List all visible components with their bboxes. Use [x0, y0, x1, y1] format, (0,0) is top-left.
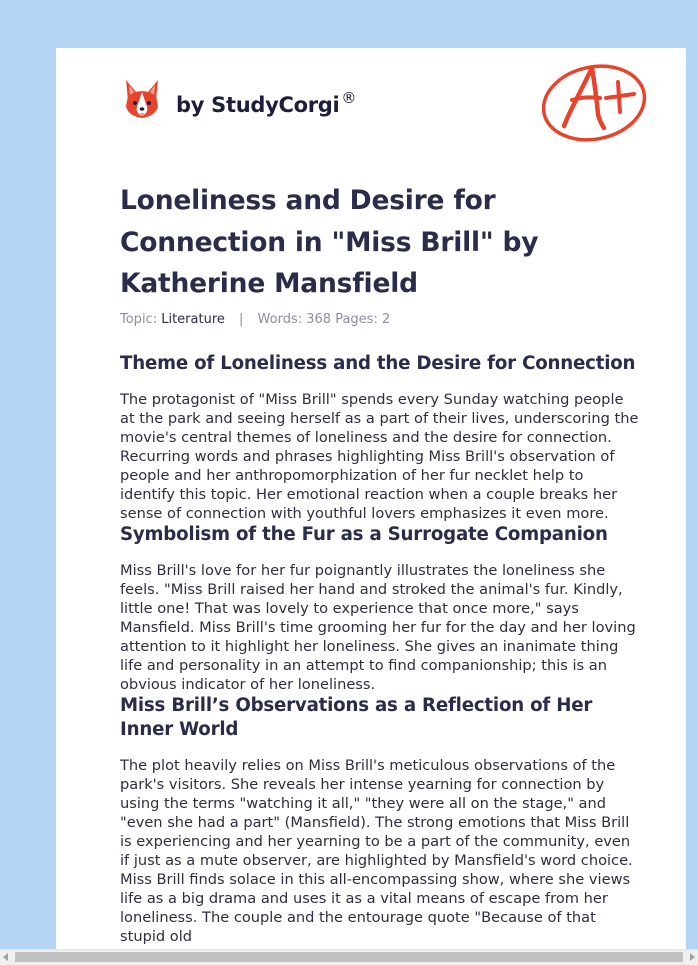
section-heading: Theme of Loneliness and the Desire for Connection	[120, 353, 636, 374]
section-paragraph: Miss Brill's love for her fur poignantly illustrates the loneliness she feels. "Miss Brill raised her hand and stroked the animal's fur. Kindly, little one! That was lovely to experience that once more," says Mansfield. Miss Brill's time grooming her fur for the day and her loving attention to it highlight her loneliness. She gives an inanimate thing life and personality in an attempt to find companionship; this is an obvious indicator of her loneliness.	[120, 562, 636, 693]
topic-link[interactable]: Literature	[161, 312, 225, 327]
scroll-left-icon[interactable]	[3, 953, 8, 961]
a-plus-grade-icon	[538, 58, 650, 144]
svg-text:A+: A+	[538, 58, 540, 59]
article-meta	[120, 312, 390, 327]
scroll-right-icon[interactable]	[690, 953, 695, 961]
word-count: Words: 368	[257, 312, 332, 327]
section-observations	[120, 694, 640, 946]
article-title: Loneliness and Desire for Connection in "Miss Brill" by Katherine Mansfield	[120, 185, 539, 299]
page-count: Pages: 2	[335, 312, 391, 327]
meta-separator: |	[239, 312, 244, 327]
section-paragraph: The protagonist of "Miss Brill" spends every Sunday watching people at the park and seeing herself as a part of their lives, underscoring the movie's central themes of loneliness and the desire for connection. Recurring words and phrases highlighting Miss Brill's observation of people and her anthropomorphization of her fur necklet help to identify this topic. Her emotional reaction when a couple breaks her sense of connection with youthful lovers emphasizes it even more.	[120, 391, 639, 522]
section-fur-symbolism	[120, 523, 640, 694]
corgi-icon	[122, 76, 162, 120]
horizontal-scrollbar[interactable]	[0, 949, 698, 965]
brand-name: by StudyCorgi ®	[176, 89, 357, 117]
scroll-thumb[interactable]	[15, 952, 683, 962]
topic-label: Topic:	[120, 312, 158, 327]
section-heading: Symbolism of the Fur as a Surrogate Companion	[120, 524, 608, 545]
registered-mark: ®	[341, 89, 357, 107]
section-heading: Miss Brill’s Observations as a Reflection of Her Inner World	[120, 695, 593, 740]
article-body	[120, 352, 640, 946]
section-loneliness	[120, 352, 640, 523]
document-page	[56, 48, 686, 964]
studycorgi-logo[interactable]	[122, 76, 356, 120]
section-paragraph: The plot heavily relies on Miss Brill's meticulous observations of the park's visitors. She reveals her intense yearning for connection by using the terms "watching it all," "they were all on the stage," and "even she had a part" (Mansfield). The strong emotions that Miss Brill is experiencing and her yearning to be a part of the community, even if just as a mute observer, are highlighted by Mansfield's word choice. Miss Brill finds solace in this all-encompassing show, where she views life as a big drama and uses it as a vital means of escape from her loneliness. The couple and the entourage quote "Because of that stupid old	[120, 757, 633, 945]
